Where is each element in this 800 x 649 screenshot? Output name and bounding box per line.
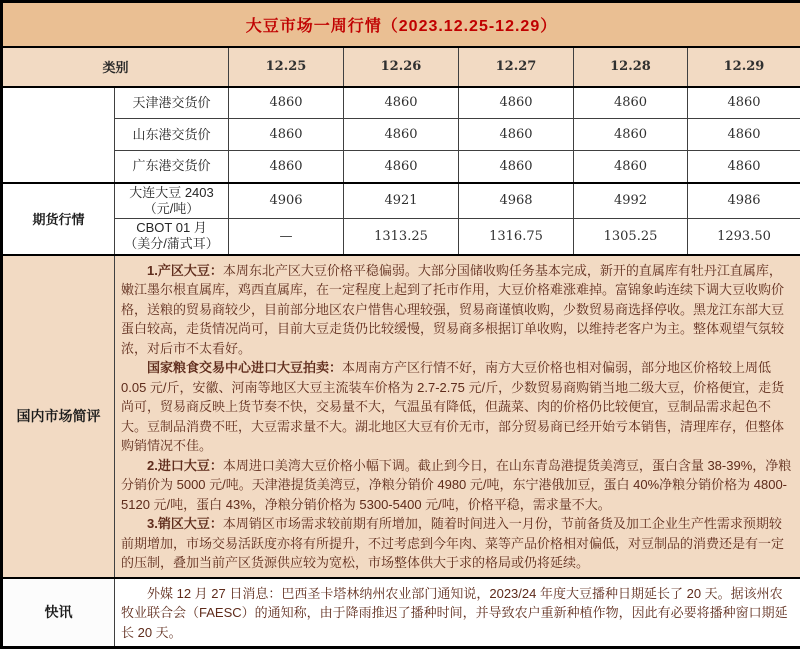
commentary-row <box>2 255 800 578</box>
table-row <box>2 183 800 219</box>
price-cell: 1305.25 <box>574 219 688 255</box>
news-text: 外媒 12 月 27 日消息：巴西圣卡塔林纳州农业部门通知说，2023/24 年度大豆播种日期延长了 20 天。据该州农牧业联合会（FAESC）的通知称，由于降雨推迟了播种时间，并导致农户重新种植作物，因此有必要将播种窗口期延长 20 天。 <box>121 584 793 643</box>
price-cell: 4860 <box>459 87 574 119</box>
price-cell: 4921 <box>344 183 459 219</box>
news-row <box>2 578 800 648</box>
commentary-paragraph-lead: 3.销区大豆： <box>147 516 223 531</box>
column-header-date-4: 12.28 <box>574 47 688 87</box>
commentary-paragraph-lead: 1.产区大豆： <box>147 263 223 278</box>
futures-row-label <box>115 219 229 255</box>
table-row <box>2 87 800 119</box>
column-header-category: 类别 <box>2 47 229 87</box>
commentary-body <box>115 255 800 578</box>
price-cell: 4906 <box>229 183 344 219</box>
price-cell: 4860 <box>574 151 688 183</box>
price-cell: 4986 <box>688 183 800 219</box>
price-cell: — <box>229 219 344 255</box>
column-header-date-3: 12.27 <box>459 47 574 87</box>
spot-section-cell-empty <box>2 87 115 183</box>
price-cell: 4860 <box>344 119 459 151</box>
price-cell: 4860 <box>229 119 344 151</box>
price-cell: 4968 <box>459 183 574 219</box>
price-cell: 4860 <box>688 87 800 119</box>
futures-row-label <box>115 183 229 219</box>
price-cell: 4860 <box>574 87 688 119</box>
price-cell: 1293.50 <box>688 219 800 255</box>
column-header-date-5: 12.29 <box>688 47 800 87</box>
price-cell: 1316.75 <box>459 219 574 255</box>
column-header-date-1: 12.25 <box>229 47 344 87</box>
commentary-paragraph <box>121 514 793 573</box>
futures-contract-name: 大连大豆 2403 <box>115 185 228 201</box>
report-title: 大豆市场一周行情（2023.12.25-12.29） <box>2 2 800 47</box>
price-cell: 4860 <box>574 119 688 151</box>
news-body <box>115 578 800 648</box>
commentary-section-label: 国内市场简评 <box>2 255 115 578</box>
spot-row-label: 天津港交货价 <box>115 87 229 119</box>
futures-section-label: 期货行情 <box>2 183 115 255</box>
commentary-paragraph <box>121 261 793 359</box>
price-cell: 4860 <box>459 151 574 183</box>
price-cell: 4860 <box>229 87 344 119</box>
table-row <box>2 219 800 255</box>
commentary-paragraph <box>121 456 793 515</box>
commentary-paragraph-text: 本周进口美湾大豆价格小幅下调。截止到今日，在山东青岛港提货美湾豆，蛋白含量 38-39%，净粮分销价为 5000 元/吨。天津港提货美湾豆，净粮分销价 4980 元/吨，东宁港俄加豆，蛋白 40%净粮分销价格为 4800-5120 元/吨，蛋白 43%，净粮分销价格为 5300-5400 元/吨，价格平稳，需求量不大。 <box>121 458 791 512</box>
price-cell: 4860 <box>688 119 800 151</box>
price-cell: 4860 <box>459 119 574 151</box>
commentary-paragraph-lead: 2.进口大豆： <box>147 458 223 473</box>
price-cell: 4860 <box>229 151 344 183</box>
table-row <box>2 119 800 151</box>
commentary-paragraph-text: 本周销区市场需求较前期有所增加，随着时间进入一月份，节前备货及加工企业生产性需求预期较前期增加，市场交易活跃度亦将有所提升，不过考虑到今年肉、菜等产品价格相对偏低，对豆制品的消费还是有一定的压制，叠加当前产区货源供应较为宽松，市场整体供大于求的格局或仍将延续。 <box>121 516 784 570</box>
price-cell: 1313.25 <box>344 219 459 255</box>
commentary-paragraph-text: 本周南方产区行情不好，南方大豆价格也相对偏弱，部分地区价格较上周低0.05 元/斤，安徽、河南等地区大豆主流装车价格为 2.7-2.75 元/斤，少数贸易商购销当地二级大豆，价格便宜，走货尚可，贸易商反映上货节奏不快，交易量不大，气温虽有降低，但蔬菜、肉的价格仍比较便宜，豆制品需求起色不大。豆制品消费不旺，大豆需求量不大。湖北地区大豆有价无市，部分贸易商已经开始亏本销售，清理库存，但整体购销情况不佳。 <box>121 360 784 453</box>
commentary-paragraph <box>121 358 793 456</box>
column-header-date-2: 12.26 <box>344 47 459 87</box>
spot-row-label: 山东港交货价 <box>115 119 229 151</box>
price-cell: 4860 <box>688 151 800 183</box>
price-cell: 4992 <box>574 183 688 219</box>
futures-contract-unit: （元/吨） <box>115 201 228 217</box>
commentary-paragraph-lead: 国家粮食交易中心进口大豆拍卖： <box>147 360 342 375</box>
futures-contract-unit: （美分/蒲式耳） <box>115 236 228 252</box>
spot-row-label: 广东港交货价 <box>115 151 229 183</box>
commentary-paragraph-text: 本周东北产区大豆价格平稳偏弱。大部分国储收购任务基本完成，新开的直属库有牡丹江直属库，嫩江墨尔根直属库，鸡西直属库，在一定程度上起到了托市作用，大豆价格难涨难掉。富锦象屿连续下调大豆收购价格，送粮的贸易商较少，目前部分地区农户惜售心理较强，贸易商谨慎收购，少数贸易商选择停收。黑龙江东部大豆蛋白较高，走货情况尚可，目前大豆走货仍比较缓慢，贸易商多根据订单收购，以维持老客户为主。整体观望气氛较浓，对后市不太看好。 <box>121 263 784 356</box>
news-section-label: 快讯 <box>2 578 115 648</box>
table-row <box>2 151 800 183</box>
price-cell: 4860 <box>344 87 459 119</box>
futures-contract-name: CBOT 01 月 <box>115 220 228 236</box>
price-cell: 4860 <box>344 151 459 183</box>
